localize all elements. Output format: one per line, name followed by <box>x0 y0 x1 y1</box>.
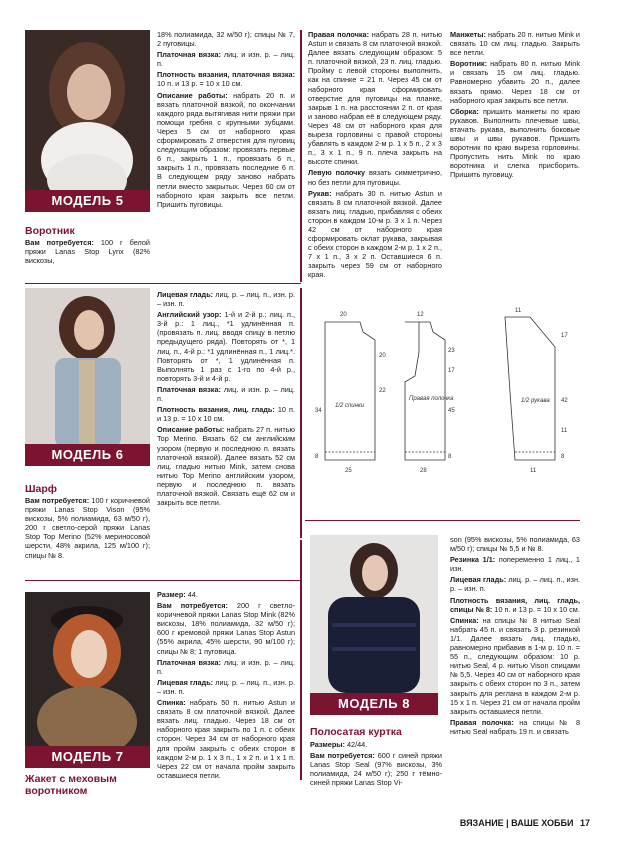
collar-stitch-label: Платочная вязка: <box>157 50 221 60</box>
model-7-label: МОДЕЛЬ 7 <box>25 746 150 768</box>
scarf-desc-text: набрать 27 п. нитью Top Merino. Вязать 62 см английским узором (первую и последнюю п. вязать платочной вязкой). Далее вязать 52 см лиц. гладью нитью Mink, затем снова нитью Top Merino английским узором, первую и последнюю п. вязать платочной вязкой. Связать ещё 62 см и закрыть все петли. <box>157 425 295 508</box>
sleeve-piece-label: 1/2 рукава <box>521 398 550 404</box>
jacket-col-3 <box>450 30 580 285</box>
dim-back-3: 8 <box>315 454 319 460</box>
jacket-stockinette-text: лиц. р. – лиц. п., изн. р. – изн. п. <box>157 677 295 696</box>
dim-back-1: 22 <box>379 388 386 394</box>
puffer-needs-label: Вам потребуется: <box>310 751 375 761</box>
collar-desc-text: набрать 20 п. и вязать платочной вязкой, по окончании каждого ряда вытягивая нити пряжи при помощи гребня с крупными зубцами. Через 5 см от наборного края сформировать 2 отверстия для пуговиц следующим образом: провязать первые 6 п., закрыть 1 п., провязать 6 п., закрыть 1 п., провязать последние 6 п. В следующем ряду заново набрать петли вместо закрытых. Через 60 см от наборного края закрыть все петли. Пришить пуговицы. <box>157 90 295 209</box>
puffer-stockinette-label: Лицевая гладь: <box>450 575 507 585</box>
scarf-english-label: Английский узор: <box>157 310 222 320</box>
photo-model-7 <box>25 592 150 768</box>
puffer-sizes-label: Размеры: <box>310 740 345 749</box>
collar-needs-label: Вам потребуется: <box>25 238 94 247</box>
jacket-sleeve-text: набрать 30 п. нитью Astun и связать 8 см платочной вязкой. Далее вязать лиц. гладью, прибавляя с обеих сторон в каждом 10-м р. 3 х 1 п. Через 42 см от наборного края сформировать оклат рукава, закрывая с обеих сторон в каждом 2-м р. 1 х 2 п., 7 х 1 п., 3 х 2 п. Оставшиеся 6 п. закрыть через 59 см от наборного края. <box>308 188 442 280</box>
jacket-title: Жакет с меховым воротником <box>25 773 117 797</box>
scarf-density-text: 10 п. и 13 р. = 10 х 10 см. <box>157 405 295 424</box>
photo-model-8-image <box>310 535 438 715</box>
puffer-body <box>450 535 580 805</box>
jacket-right-label: Правая полочка: <box>308 30 370 39</box>
jacket-stockinette-label: Лицевая гладь: <box>157 677 214 687</box>
photo-model-5 <box>25 30 150 212</box>
puffer-sizes-text: 42/44. <box>346 740 368 749</box>
back-piece-label: 1/2 спинки <box>335 403 365 409</box>
magazine-name: ВЯЗАНИЕ | ВАШЕ ХОББИ <box>459 818 574 828</box>
dim-sleeve-0: 17 <box>561 333 568 339</box>
divider-1 <box>300 30 302 282</box>
collar-body <box>157 30 295 280</box>
collar-desc-label: Описание работы: <box>157 90 228 100</box>
puffer-density-text: 10 п. и 13 р. = 10 х 10 см. <box>494 604 580 614</box>
scarf-stitch-text: лиц. и изн. р. – лиц. п. <box>157 384 295 404</box>
scarf-body <box>157 290 295 575</box>
collar-density-label: Плотность вязания, платочная вязка: <box>157 70 295 80</box>
separator-3 <box>305 520 580 521</box>
dim-front-3: 8 <box>448 454 452 460</box>
jacket-left-label: Левую полочку <box>308 168 366 178</box>
divider-2 <box>300 288 302 538</box>
front-piece-outline <box>405 322 445 460</box>
jacket-sleeve-label: Рукав: <box>308 188 332 198</box>
jacket-size-label: Размер: <box>157 590 186 599</box>
jacket-left-text: вязать симметрично, но без петли для пуговицы. <box>308 168 442 187</box>
collar-density-text: 10 п. и 13 р. = 10 х 10 см. <box>157 79 243 89</box>
puffer-right-text: на спицы № 8 нитью Seal набрать 19 п. и связать <box>450 717 580 736</box>
jacket-size-text: 44. <box>187 590 198 599</box>
jacket-col-2 <box>308 30 442 285</box>
scarf-intro <box>25 496 150 576</box>
scarf-density-label: Плотность вязания, лиц. гладь: <box>157 405 275 415</box>
dim-sleeve-1: 42 <box>561 398 568 404</box>
photo-model-6-image <box>25 288 150 466</box>
sleeve-piece-outline <box>505 317 555 460</box>
scarf-title: Шарф <box>25 483 57 495</box>
dim-front-2: 45 <box>448 408 455 414</box>
puffer-intro <box>310 740 442 800</box>
dim-front-4: 28 <box>420 468 427 474</box>
puffer-stockinette-text: лиц. р. – лиц. п., изн. р. – изн. п. <box>450 575 580 594</box>
jacket-needs-text: 200 г светло-коричневой пряжи Lanas Stop Mink (82% вискозы, 18% полиамида, 32 м/50 г); 600 г кремовой пряжи Lanas Stop Astun (55% акрила, 45% шерсти, 90 м/100 г); спицы № 8; 1 пуговица. <box>157 601 295 656</box>
jacket-stitch-text: лиц. и изн. р. – лиц. п. <box>157 657 295 676</box>
jacket-back-text: набрать 50 п. нитью Astun и связать 8 см платочной вязкой. Далее вязать лиц. гладью. Через 18 см от наборного края закрыть по 1 п. с обеих сторон. Через 34 см от наборного края для пройм закрыть с обеих сторон в каждом 2-м р. 1 х 3 п., 1 х 2 п. и 1 х 1 п. Через 22 см от начала пройм закрыть оставшиеся петли. <box>157 698 295 780</box>
jacket-stitch-label: Платочная вязка: <box>157 657 221 667</box>
model-5-label: МОДЕЛЬ 5 <box>25 190 150 212</box>
jacket-assembly-label: Сборка: <box>450 106 479 116</box>
model-6-label: МОДЕЛЬ 6 <box>25 444 150 466</box>
dim-front-0: 23 <box>448 348 455 354</box>
jacket-needs-label: Вам потребуется: <box>157 601 228 611</box>
dim-back-4: 25 <box>345 468 352 474</box>
dim-sleeve-top: 11 <box>515 308 522 314</box>
back-piece-outline <box>325 322 375 460</box>
photo-model-6 <box>25 288 150 466</box>
photo-model-8 <box>310 535 438 715</box>
puffer-density-label: Плотность вязания, лиц. гладь, спицы № 8: <box>450 595 580 614</box>
puffer-rib-label: Резинка 1/1: <box>450 555 496 565</box>
puffer-title: Полосатая куртка <box>310 726 402 738</box>
puffer-rib-text: попеременно 1 лиц., 1 изн. <box>450 555 580 574</box>
jacket-col-1 <box>157 590 295 800</box>
jacket-cuffs-text: набрать 20 п. нитью Mink и связать 10 см лиц. гладью. Закрыть все петли. <box>450 30 580 58</box>
scarf-stitch-label: Платочная вязка: <box>157 384 221 394</box>
scarf-desc-label: Описание работы: <box>157 425 225 435</box>
dim-sleeve-4: 11 <box>530 468 537 474</box>
dim-sleeve-3: 8 <box>561 454 565 460</box>
puffer-back-text: на спицы № 8 нитью Seal набрать 45 п. и связать 3 р. резинкой 1/1. Далее вязать лиц. гладью, равномерно прибавив в 1-м р. 10 п. = 55 п., следующим образом: 10 р. нитью Seal, 4 р. нитью Vison спицами № 5,5. Через 40 см от наборного края закрыть с обеих сторон по 3 п., затем закрыть для реглана в каждом 2-м р. 15 х 1 п. Через 21 см от начала пройм закрыть оставшиеся петли. <box>450 615 580 716</box>
scarf-needs-text: 100 г коричневой пряжи Lanas Stop Vison (95% вискозы, 5% полиамида, 63 м/50 г), 200 г светло-серой пряжи Lanas Stop Top Merino (52% мериносовой шерсти, 48% акрила, 125 м/100 г); спицы № 8. <box>25 496 150 560</box>
front-piece-label: Правая полочка <box>409 396 454 402</box>
divider-3 <box>300 540 302 780</box>
page-footer <box>460 818 590 828</box>
dim-sleeve-2: 11 <box>561 428 568 434</box>
photo-model-7-image <box>25 592 150 768</box>
scarf-stockinette-text: лиц. р. – лиц. п., изн. р. – изн. п. <box>157 290 295 309</box>
dim-back-2: 34 <box>315 408 322 414</box>
collar-needs-text: 100 г белой пряжи Lanas Stop Lynx (82% вискозы, <box>25 238 150 266</box>
jacket-assembly-text: пришить манжеты по краю рукавов. Выполнить плечевые швы, втачать рукава, выполнить боковые швы и швы рукавов. Пришить воротник по краю выреза горловины. Пропустить нить Mink по краю воротника и слегка присборить. Пришить пуговицу. <box>450 106 580 180</box>
separator-2 <box>25 580 301 581</box>
pattern-schematic <box>305 292 580 492</box>
jacket-back-label: Спинка: <box>157 698 186 708</box>
jacket-collar-label: Воротник: <box>450 59 488 69</box>
collar-cont: 18% полиамида, 32 м/50 г); спицы № 7, 2 пуговицы. <box>157 30 295 49</box>
jacket-cuffs-label: Манжеты: <box>450 30 486 39</box>
scarf-english-text: 1-й и 2-й р.: лиц. п., 3-й р.: 1 лиц., *1 удлинённая п. (провязать п. лиц. вводя спицу в петлю предыдущего ряда). Повторять от *, 1 лиц. п., 4-й р.: *1 удлинённая п., 1 лиц.*. Повторять от *, 1 удлинённая п. Выполнять 1 раз с 1-го по 4-й р., повторять 3-й и 4-й р. <box>157 310 295 383</box>
collar-stitch-text: лиц. и изн. р. – лиц. п. <box>157 50 295 69</box>
photo-model-5-image <box>25 30 150 212</box>
scarf-needs-label: Вам потребуется: <box>25 496 90 505</box>
separator-1 <box>25 283 301 284</box>
jacket-collar-text: набрать 80 п. нитью Mink и связать 15 см лиц. гладью. Равномерно убавить 20 п., далее вязать прямо. Через 18 см от наборного края закрыть все петли. <box>450 59 580 105</box>
puffer-cont: son (95% вискозы, 5% полиамида, 63 м/50 г); спицы № 5,5 и № 8. <box>450 535 580 554</box>
puffer-back-label: Спинка: <box>450 615 479 625</box>
model-8-label: МОДЕЛЬ 8 <box>310 693 438 715</box>
puffer-right-label: Правая полочка: <box>450 717 514 727</box>
puffer-needs-text: 600 г синей пряжи Lanas Stop Seal (97% вискозы, 3% полиамида, 24 м/50 г); 250 г тёмно-синей пряжи Lanas Stop Vi- <box>310 751 442 788</box>
page-number: 17 <box>579 818 590 828</box>
dim-front-1: 17 <box>448 368 455 374</box>
collar-intro <box>25 238 150 278</box>
jacket-right-text: набрать 28 п. нитью Astun и связать 8 см платочной вязкой. Далее вязать следующим образом: 5 п. платочной вязкой, 23 п. лиц. гладью. Пройму с левой стороны выполнить, как на спинке = 21 п. Через 45 см от наборного края сформировать отверстие для пуговицы на планке, закрыв 1 п. на расстоянии 2 п. от края и заново набрав её в следующем ряду. Через 48 см от наборного края для выреза горловины с правой стороны убавлять в каждом 2-м р. 1 х 5 п., 2 х 3 п., 3 х 1 п., 9 п. плеча закрыть на высоте спинки. <box>308 30 442 167</box>
scarf-stockinette-label: Лицевая гладь: <box>157 290 214 299</box>
collar-title: Воротник <box>25 225 75 237</box>
dim-back-0: 20 <box>379 353 386 359</box>
dim-back-top: 20 <box>340 312 347 318</box>
dim-front-top: 12 <box>417 312 424 318</box>
